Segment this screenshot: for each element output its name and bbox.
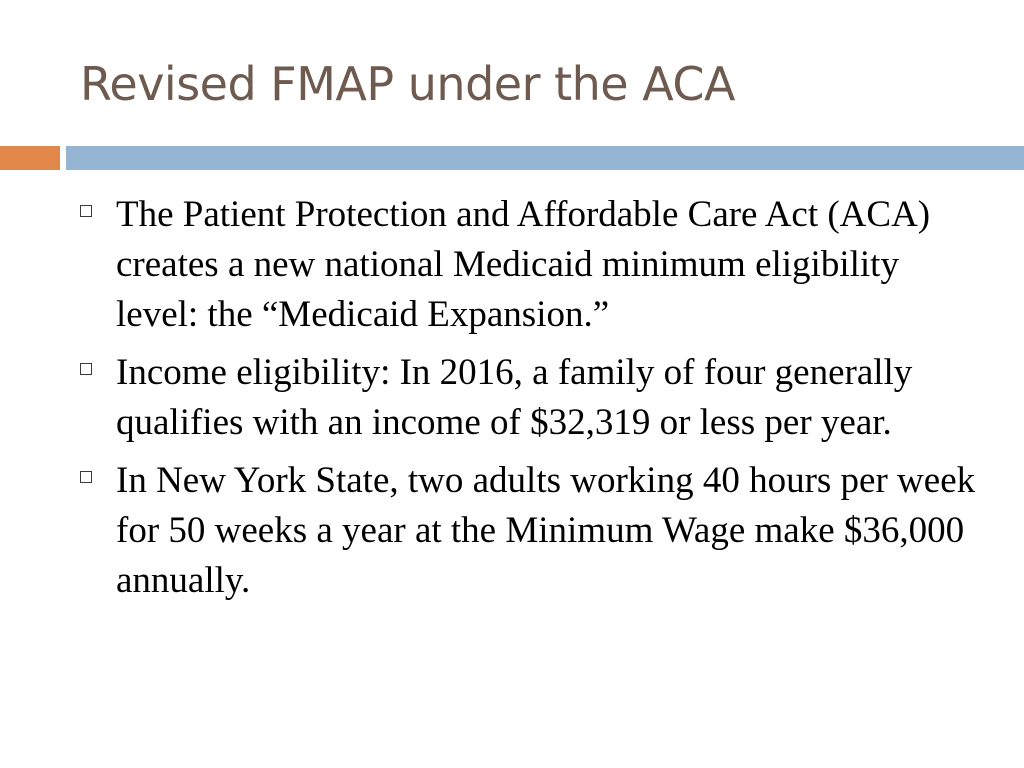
bullet-text: The Patient Protection and Affordable Care Act (ACA) creates a new national Medicaid minimum eligibility level: the “Medicaid Expansion.”	[116, 194, 931, 335]
bullet-square-icon	[80, 363, 92, 375]
title-divider	[0, 146, 1024, 170]
bullet-square-icon	[80, 471, 92, 483]
bullet-item-income-eligibility	[0, 348, 1024, 448]
bullet-list	[0, 190, 1024, 614]
bullet-square-icon	[80, 205, 92, 217]
slide-title: Revised FMAP under the ACA	[80, 57, 735, 111]
bullet-text: Income eligibility: In 2016, a family of four generally qualifies with an income of $32,319 or less per year.	[116, 352, 913, 443]
divider-accent-bar	[0, 146, 60, 170]
bullet-text: In New York State, two adults working 40 hours per week for 50 weeks a year at the Minimum Wage make $36,000 annually.	[116, 460, 976, 601]
bullet-item-aca-expansion	[0, 190, 1024, 340]
divider-main-bar	[66, 146, 1024, 170]
bullet-item-nys-minimum-wage	[0, 456, 1024, 606]
